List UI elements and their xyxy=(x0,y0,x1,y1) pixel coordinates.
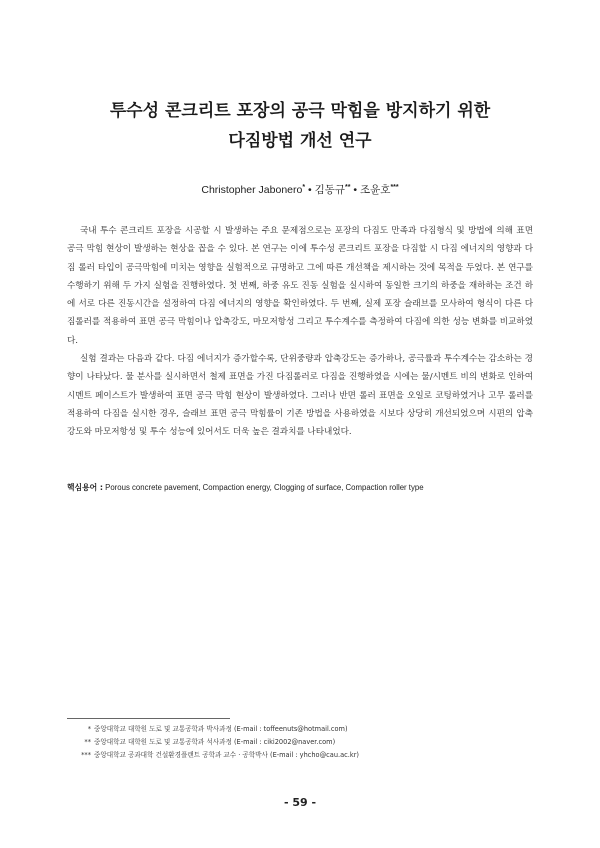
keywords xyxy=(67,482,537,493)
footnote-item xyxy=(67,749,537,762)
footnote-text: 중앙대학교 대학원 도로 및 교통공학과 박사과정 (E-mail : toffeenuts@hotmail.com) xyxy=(94,725,348,733)
author-3-mark: *** xyxy=(390,184,399,191)
footnote-text: 중앙대학교 공과대학 건설환경플랜트 공학과 교수 · 공학박사 (E-mail : yhcho@cau.ac.kr) xyxy=(94,751,359,759)
page-number: - 59 - xyxy=(283,796,317,809)
footnote-item xyxy=(67,723,537,736)
footnotes xyxy=(67,723,537,762)
footnote-mark: *** xyxy=(81,751,91,759)
author-list xyxy=(0,182,600,197)
title-line-1: 투수성 콘크리트 포장의 공극 막힘을 방지하기 위한 xyxy=(109,101,491,121)
footnote-item xyxy=(67,736,537,749)
footnote-text: 중앙대학교 대학원 도로 및 교통공학과 석사과정 (E-mail : ciki2002@naver.com) xyxy=(94,738,336,746)
footnote-divider xyxy=(67,718,230,719)
author-separator: • xyxy=(350,184,360,196)
author-2-name: 김동규 xyxy=(314,184,346,196)
abstract xyxy=(67,222,533,442)
title-line-2: 다짐방법 개선 연구 xyxy=(228,131,372,151)
author-3-name: 조윤호 xyxy=(360,184,391,196)
author-2-mark: ** xyxy=(345,184,351,191)
abstract-paragraph-1: 국내 투수 콘크리트 포장을 시공할 시 발생하는 주요 문제점으로는 포장의 다짐도 만족과 다짐형식 및 방법에 의해 표면 공극 막힘 현상이 발생하는 현상을 꼽을 수 있다. 본 연구는 이에 투수성 콘크리트 포장을 다짐할 시 다짐 에너지의 영향과 다짐 롤러 타입이 공극막힘에 미치는 영향을 실험적으로 규명하고 그에 따른 개선책을 제시하는 것에 목적을 두었다. 본 연구를 수행하기 위해 두 가지 실험을 진행하였다. 첫 번째, 하중 유도 진동 실험을 실시하여 동일한 크기의 하중을 재하하는 조건 하에 서로 다른 진동시간을 설정하여 다짐 에너지의 영향을 확인하였다. 두 번째, 실제 포장 슬래브를 모사하여 형식이 다른 다짐롤러를 적용하여 표면 공극 막힘이나 압축강도, 마모저항성 그리고 투수계수를 측정하여 다짐에 의한 성능 변화를 비교하였다. xyxy=(67,226,533,346)
author-1-name: Christopher Jabonero xyxy=(201,184,303,196)
paper-title xyxy=(0,96,600,156)
keywords-label: 핵심용어 : xyxy=(67,483,103,492)
keywords-text: Porous concrete pavement, Compaction energy, Clogging of surface, Compaction roller type xyxy=(102,483,424,492)
author-separator: • xyxy=(305,184,315,196)
footnote-mark: * xyxy=(87,725,91,733)
author-1-mark: * xyxy=(302,184,306,191)
abstract-paragraph-2: 실험 결과는 다음과 같다. 다짐 에너지가 증가할수록, 단위중량과 압축강도는 증가하나, 공극률과 투수계수는 감소하는 경향이 나타났다. 물 분사를 실시하면서 철제 표면을 가진 다짐롤러로 다짐을 진행하였을 시에는 물/시멘트 비의 변화로 인하여 시멘트 페이스트가 발생하여 표면 공극 막힘 현상이 발생하였다. 그러나 반면 롤러 표면을 오일로 코팅하였거나 고무 롤러를 적용하여 다짐을 실시한 경우, 슬래브 표면 공극 막힘률이 기존 방법을 사용하였을 시보다 상당히 개선되었으며 시편의 압축강도와 마모저항성 및 투수 성능에 있어서도 더욱 높은 결과치를 나타내었다. xyxy=(67,354,533,438)
footnote-mark: ** xyxy=(84,738,91,746)
